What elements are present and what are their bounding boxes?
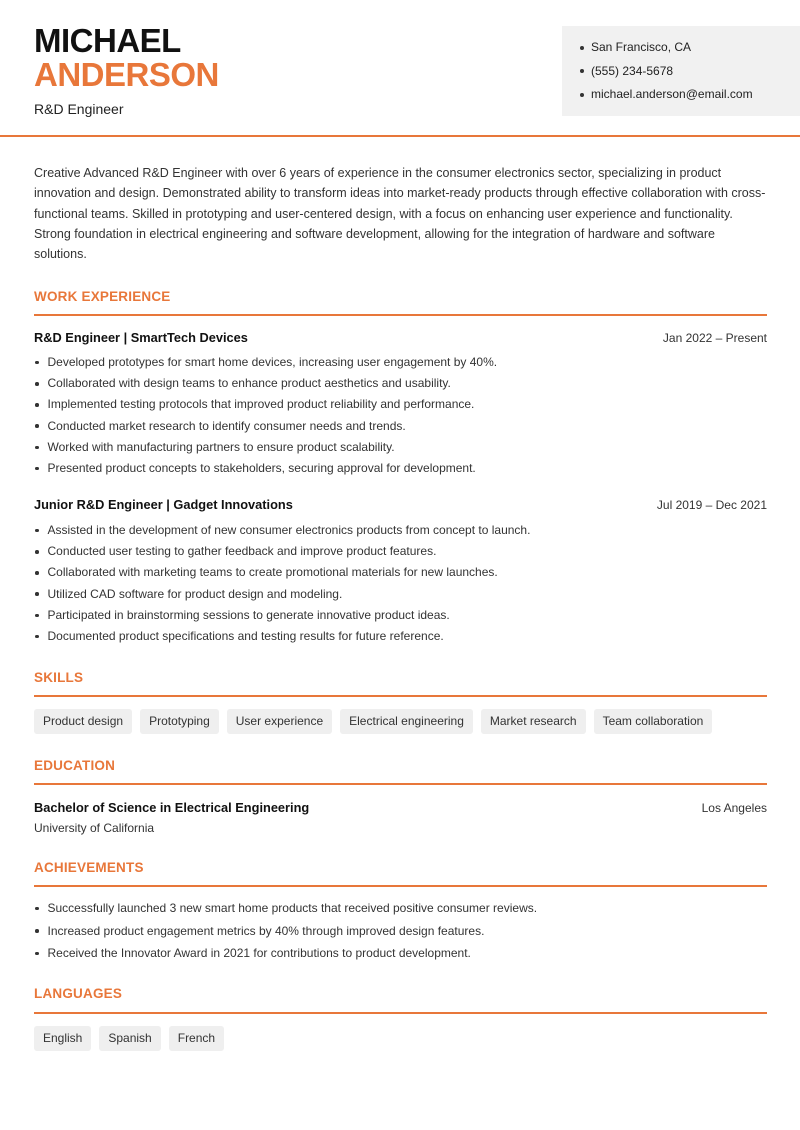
bullet-icon bbox=[35, 446, 39, 450]
skill-tag: User experience bbox=[227, 709, 332, 734]
job-dates: Jul 2019 – Dec 2021 bbox=[656, 498, 767, 512]
list-item bbox=[34, 584, 767, 605]
section-title-education: EDUCATION bbox=[34, 758, 116, 773]
contact-email-text: michael.anderson@email.com bbox=[591, 87, 753, 101]
education-header bbox=[34, 799, 767, 817]
bullet-icon bbox=[35, 635, 39, 639]
list-item-text: Developed prototypes for smart home devices, increasing user engagement by 40%. bbox=[47, 355, 498, 369]
list-item bbox=[34, 416, 767, 437]
bullet-icon bbox=[35, 529, 39, 533]
language-tag: Spanish bbox=[99, 1026, 160, 1051]
section-divider bbox=[34, 1012, 767, 1014]
bullet-icon bbox=[580, 46, 584, 50]
skill-tag: Electrical engineering bbox=[340, 709, 473, 734]
list-item bbox=[34, 520, 767, 541]
list-item bbox=[34, 626, 767, 647]
list-item bbox=[34, 373, 767, 394]
list-item-text: Conducted market research to identify consumer needs and trends. bbox=[47, 418, 406, 433]
section-title-achievements: ACHIEVEMENTS bbox=[34, 860, 144, 875]
contact-email bbox=[580, 83, 800, 107]
job-role: Junior R&D Engineer | Gadget Innovations bbox=[34, 497, 293, 512]
list-item bbox=[34, 458, 767, 479]
contact-phone bbox=[580, 60, 800, 84]
list-item-text: Collaborated with marketing teams to create promotional materials for new launches. bbox=[47, 565, 498, 580]
bullet-icon bbox=[35, 952, 39, 956]
list-item-text: Assisted in the development of new consumer electronics products from concept to launch. bbox=[47, 523, 531, 537]
job-header bbox=[34, 329, 767, 347]
list-item bbox=[34, 437, 767, 458]
skill-tag: Market research bbox=[481, 709, 586, 734]
list-item bbox=[34, 605, 767, 626]
education-school: University of California bbox=[34, 821, 155, 835]
section-title-skills: SKILLS bbox=[34, 670, 84, 685]
job-header bbox=[34, 496, 767, 514]
list-item-text: Increased product engagement metrics by 40% through improved design features. bbox=[47, 923, 485, 938]
bullet-icon bbox=[35, 929, 39, 933]
list-item bbox=[34, 352, 767, 373]
list-item-text: Successfully launched 3 new smart home products that received positive consumer reviews. bbox=[47, 901, 538, 915]
bullet-icon bbox=[35, 550, 39, 554]
job-bullets bbox=[34, 352, 767, 479]
language-tag: English bbox=[34, 1026, 91, 1051]
skill-tag: Product design bbox=[34, 709, 132, 734]
professional-summary: Creative Advanced R&D Engineer with over 6 years of experience in the consumer electronics sector, specializing in product innovation and design. Demonstrated ability to transform ideas into market-ready products through effective collaboration with cross-functional teams. Skilled in prototyping and user-centered design, with a focus on enhancing user experience and functionality. Strong foundation in electrical engineering and software development, allowing for the integration of hardware and software solutions. bbox=[34, 166, 766, 262]
section-divider bbox=[34, 783, 767, 785]
list-item bbox=[34, 394, 767, 415]
bullet-icon bbox=[35, 361, 39, 365]
section-divider bbox=[34, 314, 767, 316]
list-item-text: Conducted user testing to gather feedback and improve product features. bbox=[47, 544, 437, 559]
list-item bbox=[34, 897, 767, 920]
list-item-text: Worked with manufacturing partners to ensure product scalability. bbox=[47, 439, 395, 454]
bullet-icon bbox=[35, 424, 39, 428]
job-dates: Jan 2022 – Present bbox=[662, 331, 767, 345]
bullet-icon bbox=[35, 592, 39, 596]
list-item bbox=[34, 562, 767, 583]
section-title-work: WORK EXPERIENCE bbox=[34, 289, 171, 304]
list-item bbox=[34, 920, 767, 943]
section-title-languages: LANGUAGES bbox=[34, 986, 123, 1001]
job-role: R&D Engineer | SmartTech Devices bbox=[34, 330, 248, 345]
bullet-icon bbox=[580, 93, 584, 97]
contact-phone-text: (555) 234-5678 bbox=[591, 63, 674, 78]
list-item-text: Implemented testing protocols that improved product reliability and performance. bbox=[47, 397, 475, 412]
list-item bbox=[34, 541, 767, 562]
languages-list bbox=[34, 1026, 224, 1051]
skills-list bbox=[34, 709, 712, 734]
list-item bbox=[34, 942, 767, 965]
education-location: Los Angeles bbox=[701, 801, 767, 815]
achievements-list bbox=[34, 897, 767, 965]
list-item-text: Documented product specifications and testing results for future reference. bbox=[47, 629, 444, 644]
language-tag: French bbox=[169, 1026, 224, 1051]
section-divider bbox=[34, 885, 767, 887]
contact-location-text: San Francisco, CA bbox=[591, 40, 692, 54]
list-item-text: Participated in brainstorming sessions to generate innovative product ideas. bbox=[47, 607, 450, 622]
list-item-text: Received the Innovator Award in 2021 for contributions to product development. bbox=[47, 946, 471, 960]
skill-tag: Prototyping bbox=[140, 709, 219, 734]
bullet-icon bbox=[35, 614, 39, 618]
bullet-icon bbox=[35, 571, 39, 575]
job-title: R&D Engineer bbox=[34, 101, 124, 117]
list-item-text: Presented product concepts to stakeholders, securing approval for development. bbox=[47, 461, 476, 476]
last-name: ANDERSON bbox=[34, 56, 219, 93]
contact-box bbox=[562, 26, 800, 116]
bullet-icon bbox=[35, 467, 39, 471]
bullet-icon bbox=[35, 403, 39, 407]
first-name: MICHAEL bbox=[34, 22, 181, 59]
skill-tag: Team collaboration bbox=[594, 709, 713, 734]
section-divider bbox=[34, 695, 767, 697]
bullet-icon bbox=[580, 69, 584, 73]
list-item-text: Collaborated with design teams to enhance product aesthetics and usability. bbox=[47, 376, 451, 391]
bullet-icon bbox=[35, 382, 39, 386]
resume-header bbox=[0, 0, 800, 137]
job-bullets bbox=[34, 520, 767, 647]
bullet-icon bbox=[35, 907, 39, 911]
education-degree: Bachelor of Science in Electrical Engineering bbox=[34, 800, 310, 815]
list-item-text: Utilized CAD software for product design and modeling. bbox=[47, 586, 343, 601]
contact-location bbox=[580, 36, 800, 60]
